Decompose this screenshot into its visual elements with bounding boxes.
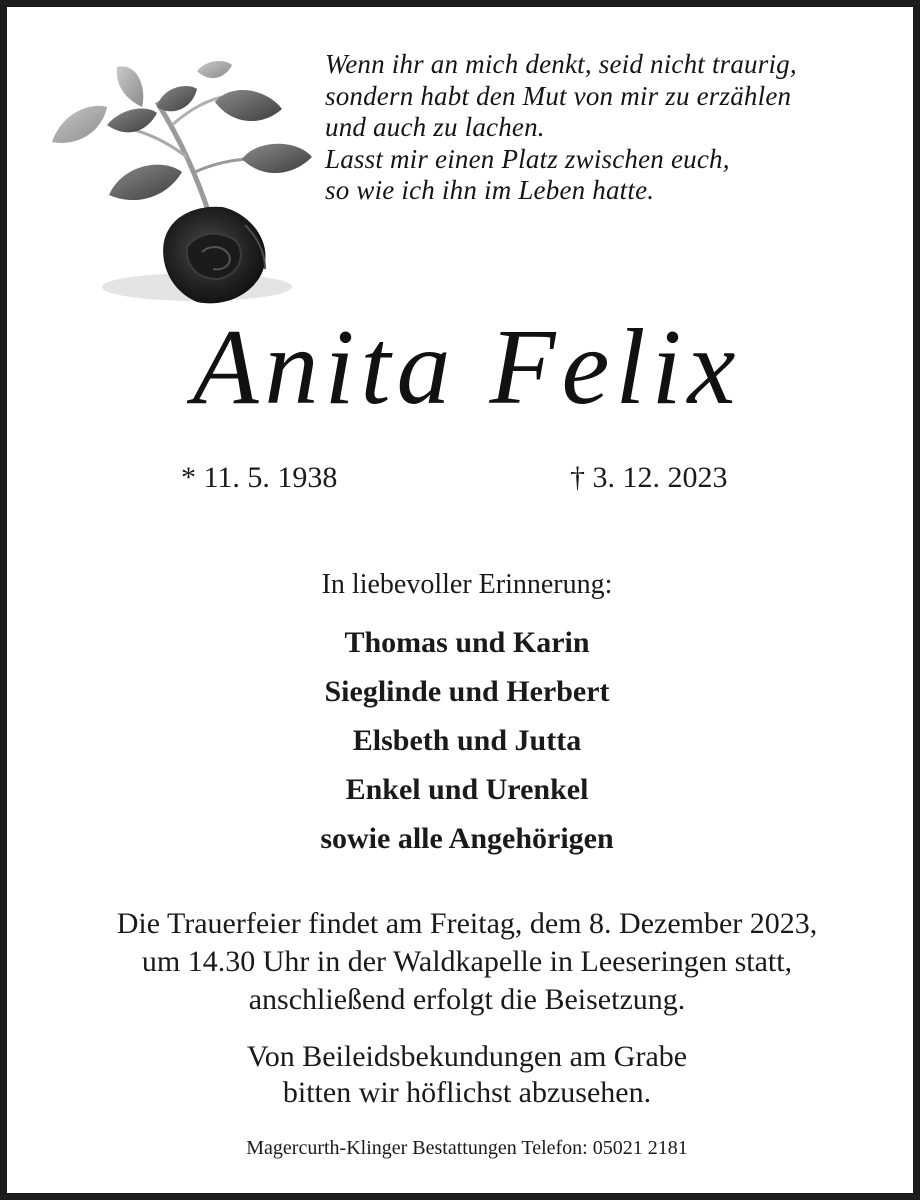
funeral-home-footer: Magercurth-Klinger Bestattungen Telefon: 05021 2181 xyxy=(246,1137,688,1159)
mourner-entry: sowie alle Angehörigen xyxy=(320,822,614,855)
death-date: † 3. 12. 2023 xyxy=(570,461,728,494)
condolence-notice xyxy=(7,1039,920,1111)
poem xyxy=(325,49,905,207)
mourner-entry: Elsbeth und Jutta xyxy=(352,724,582,757)
ceremony-line: Die Trauerfeier findet am Freitag, dem 8. Dezember 2023, xyxy=(116,907,818,940)
condolence-line: bitten wir höflichst abzusehen. xyxy=(282,1076,652,1109)
mourners-list xyxy=(7,621,920,866)
poem-line: so wie ich ihn im Leben hatte. xyxy=(325,175,655,205)
ceremony-line: anschließend erfolgt die Beisetzung. xyxy=(248,983,686,1016)
mourner-entry: Thomas und Karin xyxy=(344,626,590,659)
poem-line: Lasst mir einen Platz zwischen euch, xyxy=(325,143,730,174)
poem-line: sondern habt den Mut von mir zu erzählen xyxy=(325,80,792,111)
condolence-line: Von Beileidsbekundungen am Grabe xyxy=(246,1040,688,1073)
poem-line: Wenn ihr an mich denkt, seid nicht traurig, xyxy=(325,49,797,79)
remembrance-intro: In liebevoller Erinnerung: xyxy=(321,569,613,600)
rose-icon xyxy=(47,47,327,317)
ceremony-line: um 14.30 Uhr in der Waldkapelle in Leeseringen statt, xyxy=(141,945,793,978)
ceremony-notice xyxy=(7,905,920,1019)
mourner-entry: Sieglinde und Herbert xyxy=(324,675,610,708)
deceased-name: Anita Felix xyxy=(192,308,742,427)
birth-date: * 11. 5. 1938 xyxy=(181,461,338,494)
poem-line: und auch zu lachen. xyxy=(325,112,545,142)
mourner-entry: Enkel und Urenkel xyxy=(345,773,589,806)
